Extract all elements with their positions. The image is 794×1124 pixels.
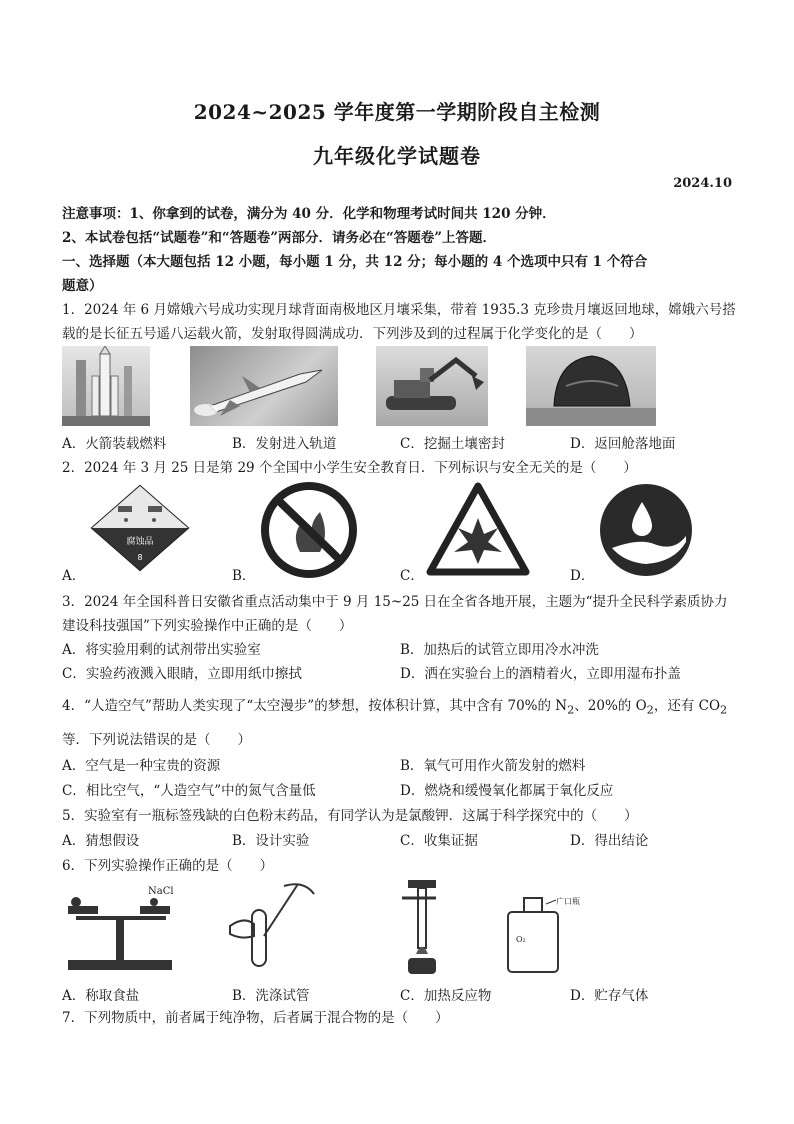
q6-option-a: A．称取食盐	[62, 988, 140, 1004]
rocket-fueling-photo	[62, 346, 150, 426]
q2-option-a: A．	[62, 568, 86, 584]
exam-date: 2024.10	[673, 176, 732, 191]
q4-option-a: A．空气是一种宝贵的资源	[62, 758, 221, 774]
q6-option-c: C．加热反应物	[400, 988, 492, 1004]
q6-text-line-1: 6．下列实验操作正确的是（ ）	[62, 858, 274, 874]
balance-scale-figure	[62, 878, 182, 974]
q5-option-b: B．设计实验	[232, 833, 310, 849]
q6-option-b: B．洗涤试管	[232, 988, 310, 1004]
return-capsule-photo	[526, 346, 656, 426]
q4-text-line-1: 4．“人造空气”帮助人类实现了“太空漫步”的梦想，按体积计算，其中含有 70%的 $N_2$、20%的 $O_2$，还有 $CO_2$	[62, 698, 728, 717]
nacl-label: NaCl	[148, 886, 174, 897]
q3-option-c: C．实验药液溅入眼睛，立即用纸巾擦拭	[62, 666, 302, 682]
heating-reactant-figure	[392, 874, 452, 978]
q5-option-a: A．猜想假设	[62, 833, 140, 849]
q3-option-d: D．洒在实验台上的酒精着火，立即用湿布扑盖	[400, 666, 681, 682]
jar-content-label: O₂	[516, 935, 526, 944]
section-heading-line-1: 一、选择题（本大题包括 12 小题，每小题 1 分，共 12 分；每小题的 4 个选项中只有 1 个符合	[62, 254, 648, 270]
corrosive-sign-text: 腐蚀品	[126, 537, 154, 547]
gas-jar-figure	[500, 896, 590, 976]
notice-line-1: 注意事项：1、你拿到的试卷，满分为 40 分．化学和物理考试时间共 120 分钟．	[62, 206, 556, 222]
q4-text-line-2: 等．下列说法错误的是（ ）	[62, 732, 251, 748]
q2-text-line-1: 2．2024 年 3 月 25 日是第 29 个全国中小学生安全教育日．下列标识与安全无关的是（ ）	[62, 460, 637, 476]
no-fire-sign-icon	[260, 482, 358, 578]
q3-option-b: B．加热后的试管立即用冷水冲洗	[400, 642, 599, 658]
exam-title: 2024~2025 学年度第一学期阶段自主检测	[193, 100, 601, 124]
q4-option-b: B．氧气可用作火箭发射的燃料	[400, 758, 586, 774]
notice-line-2: 2、本试卷包括“试题卷”和“答题卷”两部分．请务必在“答题卷”上答题．	[62, 230, 496, 246]
water-saving-sign-icon	[594, 482, 698, 578]
q4-option-d: D．燃烧和缓慢氧化都属于氧化反应	[400, 783, 614, 799]
q3-text-line-1: 3．2024 年全国科普日安徽省重点活动集中于 9 月 15~25 日在全省各地开展，主题为“提升全民科学素质协力	[62, 594, 728, 610]
q1-option-b: B．发射进入轨道	[232, 436, 337, 452]
q2-option-d: D．	[570, 568, 595, 584]
excavator-photo	[376, 346, 488, 426]
section-heading-line-2: 题意）	[62, 278, 103, 294]
q1-text-line-1: 1．2024 年 6 月嫦娥六号成功实现月球背面南极地区月壤采集，带着 1935.3 克珍贵月壤返回地球，嫦娥六号搭	[62, 302, 736, 318]
corrosive-sign-icon	[90, 484, 190, 572]
explosion-warning-sign-icon	[426, 482, 530, 578]
q1-text-line-2: 载的是长征五号遥八运载火箭，发射取得圆满成功．下列涉及到的过程属于化学变化的是（ ）	[62, 326, 643, 342]
q5-option-c: C．收集证据	[400, 833, 478, 849]
q3-option-a: A．将实验用剩的试剂带出实验室	[62, 642, 261, 658]
q3-text-line-2: 建设科技强国”下列实验操作中正确的是（ ）	[62, 618, 353, 634]
rocket-launch-photo	[190, 346, 338, 426]
test-tube-washing-figure	[224, 876, 324, 976]
q1-option-a: A．火箭装载燃料	[62, 436, 167, 452]
q5-option-d: D．得出结论	[570, 833, 649, 849]
q4-option-c: C．相比空气，“人造空气”中的氮气含量低	[62, 783, 316, 799]
q7-text-line-1: 7．下列物质中，前者属于纯净物，后者属于混合物的是（ ）	[62, 1010, 449, 1026]
exam-subtitle: 九年级化学试题卷	[313, 144, 481, 168]
jar-label: 广口瓶	[556, 897, 580, 906]
q2-option-b: B．	[232, 568, 256, 584]
corrosive-sign-number: 8	[137, 553, 143, 562]
q1-option-d: D．返回舱落地面	[570, 436, 676, 452]
q2-option-c: C．	[400, 568, 424, 584]
q6-option-d: D．贮存气体	[570, 988, 649, 1004]
q1-option-c: C．挖掘土壤密封	[400, 436, 505, 452]
q5-text-line-1: 5．实验室有一瓶标签残缺的白色粉末药品，有同学认为是氯酸钾．这属于科学探究中的（ ）	[62, 808, 638, 824]
